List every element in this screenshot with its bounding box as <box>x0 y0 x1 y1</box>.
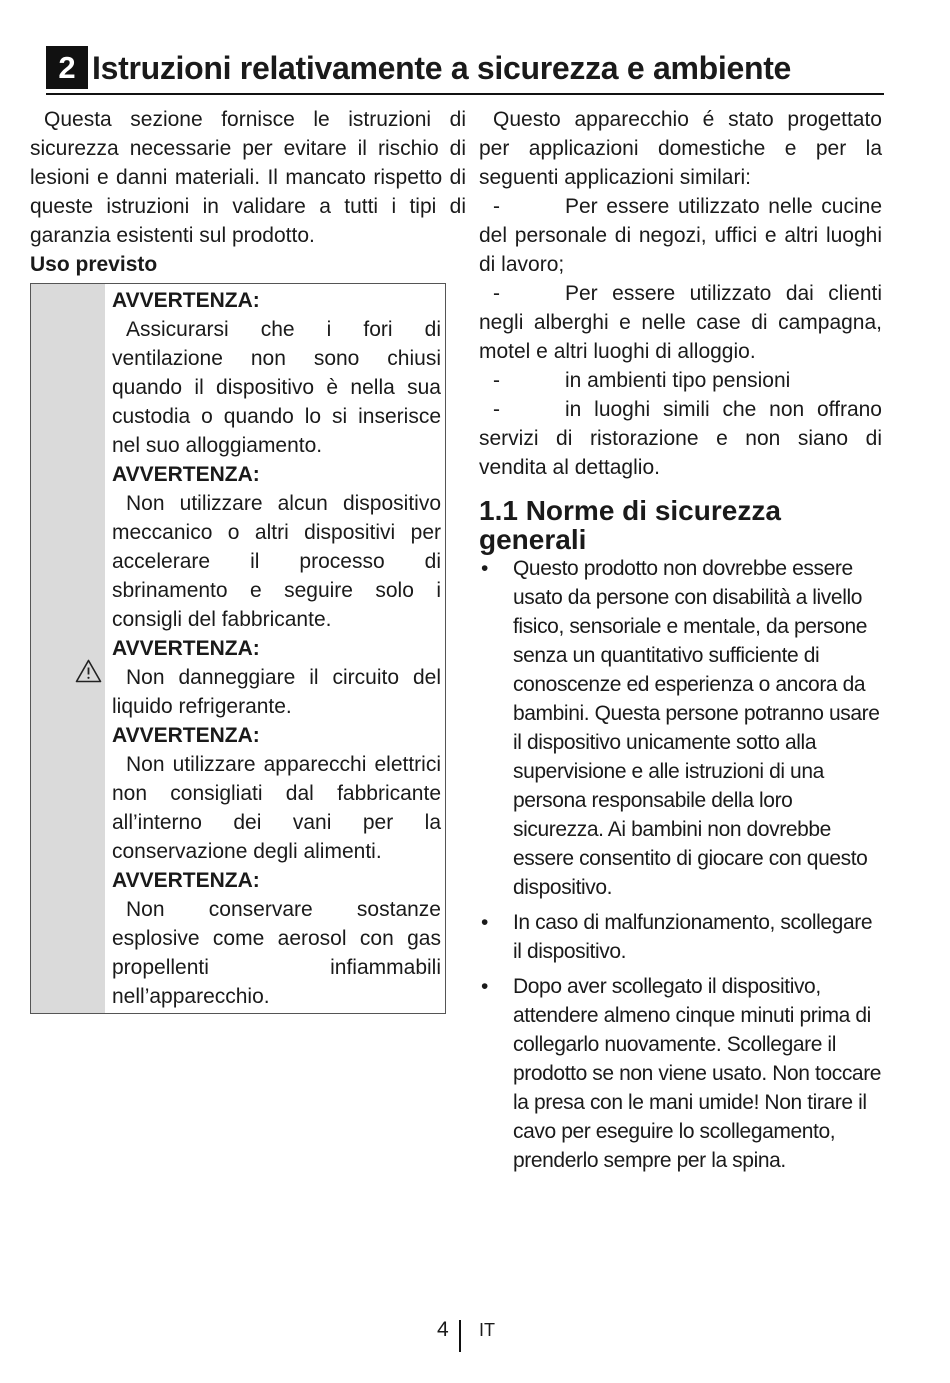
list-item-text: in luoghi simili che non offrano servizi di ristorazione e non siano di vendita al dettaglio. <box>479 398 882 479</box>
warning-text: Assicurarsi che i fori di ventilazione non sono chiusi quando il dispositivo è nella sua custodia o quando lo si inserisce nel suo alloggiamento. <box>112 318 441 457</box>
warnings-content <box>105 284 445 1013</box>
footer-divider <box>459 1320 461 1352</box>
bullet-item <box>479 554 882 902</box>
appliance-intro: Questo apparecchio é stato progettato per applicazioni domestiche e per la seguenti applicazioni similari: <box>479 108 882 189</box>
bullet-symbol: • <box>481 975 488 998</box>
warning-item <box>112 460 441 634</box>
list-dash: - <box>493 195 500 218</box>
page-header <box>46 46 884 95</box>
list-item-text: Per essere utilizzato dai clienti negli alberghi e nelle case di campagna, motel e altri luoghi di alloggio. <box>479 282 882 363</box>
warning-label: AVVERTENZA: <box>112 724 260 747</box>
warnings-box <box>30 283 446 1014</box>
list-item-text: Per essere utilizzato nelle cucine del personale di negozi, uffici e altri luoghi di lavoro; <box>479 195 882 276</box>
bullet-item <box>479 972 882 1175</box>
intended-use-heading: Uso previsto <box>30 253 158 276</box>
list-dash: - <box>493 398 500 421</box>
language-code: IT <box>479 1320 495 1340</box>
bullet-symbol: • <box>481 911 488 934</box>
list-item <box>479 192 882 279</box>
warning-text: Non utilizzare alcun dispositivo meccanico o altri dispositivi per accelerare il processo di sbrinamento e seguire solo i consigli del fabbricante. <box>112 492 441 631</box>
section-title: 1.1 Norme di sicurezza generali <box>479 495 781 555</box>
list-dash: - <box>493 282 500 305</box>
right-column <box>479 105 882 1181</box>
bullet-text: In caso di malfunzionamento, scollegare il dispositivo. <box>513 911 873 963</box>
warning-label: AVVERTENZA: <box>112 637 260 660</box>
warning-label: AVVERTENZA: <box>112 289 260 312</box>
warning-text: Non danneggiare il circuito del liquido refrigerante. <box>112 666 441 718</box>
warning-item <box>112 721 441 866</box>
warning-item <box>112 286 441 460</box>
bullet-text: Dopo aver scollegato il dispositivo, attendere almeno cinque minuti prima di collegarlo nuovamente. Scollegare il prodotto se non viene usato. Non toccare la presa con le mani umide! Non tirare il cavo per eseguire lo scollegamento, prenderlo sempre per la spina. <box>513 975 882 1172</box>
warning-label: AVVERTENZA: <box>112 463 260 486</box>
list-item <box>479 366 882 395</box>
list-item <box>479 279 882 366</box>
intro-paragraph: Questa sezione fornisce le istruzioni di sicurezza necessarie per evitare il rischio di lesioni e danni materiali. Il mancato rispetto di queste istruzioni in validare a tutti i tipi di garanzia esistenti sul prodotto. <box>30 108 466 247</box>
warning-item <box>112 634 441 721</box>
warning-text: Non conservare sostanze esplosive come aerosol con gas propellenti infiammabili nell’apparecchio. <box>112 898 441 1008</box>
warning-item <box>112 866 441 1011</box>
warning-label: AVVERTENZA: <box>112 869 260 892</box>
chapter-title: Istruzioni relativamente a sicurezza e ambiente <box>92 50 792 86</box>
bullet-text: Questo prodotto non dovrebbe essere usato da persone con disabilità a livello fisico, sensoriale e mentale, da persone senza un quantitativo sufficiente di conoscenze ed esperienza o ancora da bambini. Questa persone potranno usare il dispositivo unicamente sotto alla supervisione e alle istruzioni di una persona responsabile della loro sicurezza. Ai bambini non dovrebbe essere consentito di giocare con questo dispositivo. <box>513 557 880 899</box>
warning-text: Non utilizzare apparecchi elettrici non consigliati dal fabbricante all’interno dei vani per la conservazione degli alimenti. <box>112 753 441 863</box>
use-list <box>479 192 882 482</box>
bullet-symbol: • <box>481 557 488 580</box>
safety-bullets <box>479 554 882 1175</box>
list-dash: - <box>493 369 500 392</box>
chapter-number: 2 <box>46 46 88 89</box>
page-number: 4 <box>437 1318 449 1341</box>
left-column <box>30 105 466 1014</box>
warnings-gutter <box>31 284 105 1013</box>
warning-triangle-icon <box>75 659 102 683</box>
list-item <box>479 395 882 482</box>
bullet-item <box>479 908 882 966</box>
page-footer <box>0 1316 950 1352</box>
list-item-text: in ambienti tipo pensioni <box>565 369 791 392</box>
